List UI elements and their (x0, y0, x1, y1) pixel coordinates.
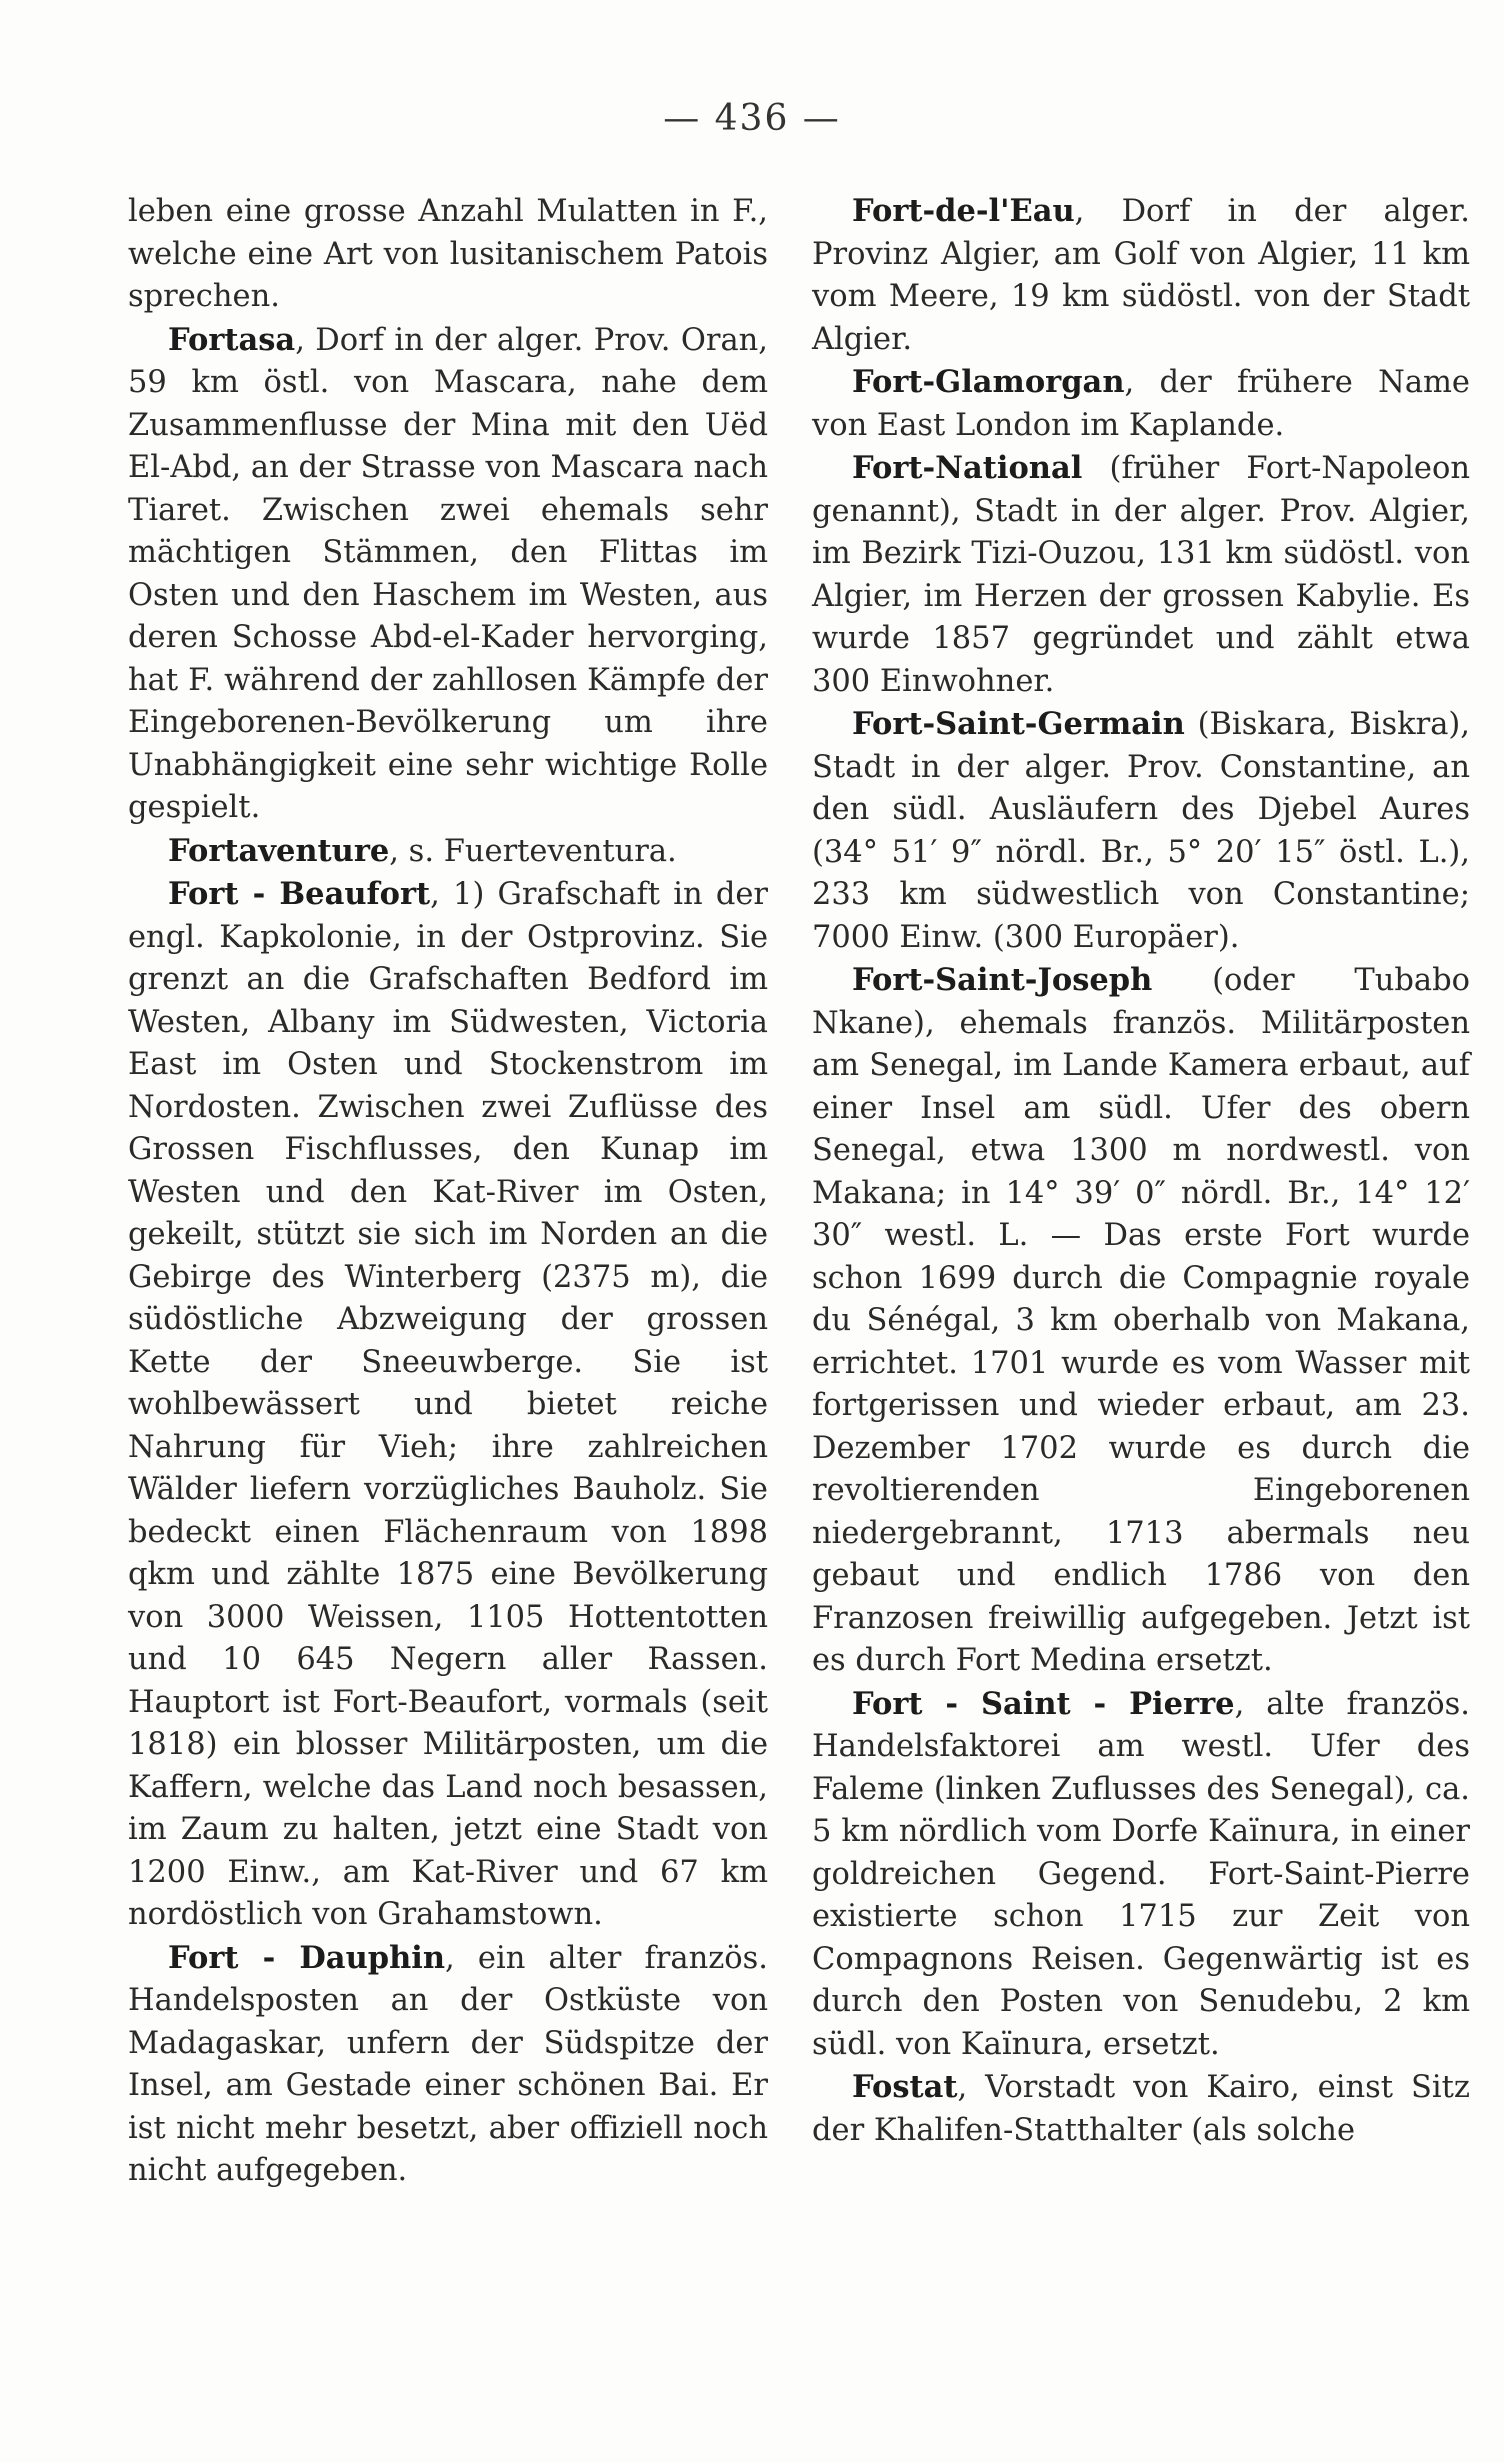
entry-headword: Fort - Beaufort (168, 876, 431, 912)
entry-text: , Dorf in der alger. Provinz Algier, am Golf von Algier, 11 km vom Meere, 19 km südöstl. von der Stadt Algier. (812, 194, 1470, 357)
entry (812, 703, 1470, 959)
entry (812, 447, 1470, 703)
page-number: — 436 — (663, 98, 841, 139)
entry-text: , s. Fuerteventura. (389, 833, 677, 869)
entry-headword: Fort-de-l'Eau (852, 193, 1075, 229)
entry (812, 1683, 1470, 2067)
entry (812, 361, 1470, 447)
entry-headword: Fort - Dauphin (168, 1939, 446, 1976)
entry-headword: Fortaventure (168, 832, 390, 869)
entry-headword: Fostat (852, 2069, 958, 2105)
entry-text: , 1) Grafschaft in der engl. Kapkolonie, in der Ostprovinz. Sie grenzt an die Grafschaften Bedford im Westen, Albany im Südwesten, Victoria East im Osten und Stockenstrom im Nordosten. Zwischen zwei Zuflüsse des Grossen Fischflusses, den Kunap im Westen und den Kat-River im Osten, gekeilt, stützt sie sich im Norden an die Gebirge des Winterberg (2375 m), die südöstliche Abzweigung der grossen Kette der Sneeuwberge. Sie ist wohlbewässert und bietet reiche Nahrung für Vieh; ihre zahlreichen Wälder liefern vorzügliches Bauholz. Sie bedeckt einen Flächenraum von 1898 qkm und zählte 1875 eine Bevölkerung von 3000 Weissen, 1105 Hottentotten und 10 645 Negern aller Rassen. Hauptort ist Fort-Beaufort, vormals (seit 1818) ein blosser Militärposten, um die Kaffern, welche das Land noch besassen, im Zaum zu halten, jetzt eine Stadt von 1200 Einw., am Kat-River und 67 km nordöstlich von Grahamstown. (128, 877, 769, 1932)
left-column (128, 190, 768, 2193)
entry-headword: Fortasa (168, 321, 296, 358)
entry-headword: Fort-Glamorgan (852, 364, 1125, 400)
entry-text: leben eine grosse Anzahl Mulatten in F., welche eine Art von lusitanischem Patois sprechen. (128, 194, 768, 314)
entry-text: (oder Tubabo Nkane), ehemals französ. Militärposten am Senegal, im Lande Kamera erbaut, auf einer Insel am südl. Ufer des obern Senegal, etwa 1300 m nordwestl. von Makana; in 14° 39′ 0″ nördl. Br., 14° 12′ 30″ westl. L. — Das erste Fort wurde schon 1699 durch die Compagnie royale du Sénégal, 3 km oberhalb von Makana, errichtet. 1701 wurde es vom Wasser mit fortgerissen und wieder erbaut, am 23. Dezember 1702 wurde es durch die revoltierenden Eingeborenen niedergebrannt, 1713 abermals neu gebaut und endlich 1786 von den Franzosen freiwillig aufgegeben. Jetzt ist es durch Fort Medina ersetzt. (812, 963, 1470, 1678)
entry (128, 190, 768, 319)
entry-headword: Fort-National (852, 450, 1083, 486)
entry-text: , ein alter französ. Handelsposten an der Ostküste von Madagaskar, unfern der Südspitze der Insel, am Gestade einer schönen Bai. Er ist nicht mehr besetzt, aber offiziell noch nicht aufgegeben. (128, 1940, 768, 2188)
entry (128, 873, 768, 1937)
entry-text: , der frühere Name von East London im Kaplande. (812, 365, 1470, 443)
entry (812, 959, 1470, 1683)
entry-headword: Fort-Saint-Joseph (852, 962, 1153, 998)
entry-text: , alte französ. Handelsfaktorei am westl. Ufer des Faleme (linken Zuflusses des Senegal), ca. 5 km nördlich vom Dorfe Kaïnura, in einer goldreichen Gegend. Fort-Saint-Pierre existierte schon 1715 zur Zeit von Compagnons Reisen. Gegenwärtig ist es durch den Posten von Senudebu, 2 km südl. von Kaïnura, ersetzt. (812, 1686, 1470, 2062)
entry (128, 1937, 768, 2193)
entry (812, 2066, 1470, 2152)
entry (128, 319, 768, 830)
entry-text: (Biskara, Biskra), Stadt in der alger. Prov. Constantine, an den südl. Ausläufern des Djebel Aures (34° 51′ 9″ nördl. Br., 5° 20′ 15″ östl. L.), 233 km südwestlich von Constantine; 7000 Einw. (300 Europäer). (812, 707, 1470, 955)
entry (128, 830, 768, 874)
right-column (812, 190, 1470, 2152)
entry-text: , Dorf in der alger. Prov. Oran, 59 km östl. von Mascara, nahe dem Zusammenflusse der Mina mit den Uëd El-Abd, an der Strasse von Mascara nach Tiaret. Zwischen zwei ehemals sehr mächtigen Stämmen, den Flittas im Osten und den Haschem im Westen, aus deren Schosse Abd-el-Kader hervorging, hat F. während der zahllosen Kämpfe der Eingeborenen-Bevölkerung um ihre Unabhängigkeit eine sehr wichtige Rolle gespielt. (128, 322, 768, 825)
entry-text: (früher Fort-Napoleon genannt), Stadt in der alger. Prov. Algier, im Bezirk Tizi-Ouzou, 131 km südöstl. von Algier, im Herzen der grossen Kabylie. Es wurde 1857 gegründet und zählt etwa 300 Einwohner. (812, 451, 1470, 699)
entry (812, 190, 1470, 361)
entry-headword: Fort-Saint-Germain (852, 706, 1185, 742)
entry-text: , Vorstadt von Kairo, einst Sitz der Khalifen-Statthalter (als solche (812, 2070, 1470, 2148)
entry-headword: Fort - Saint - Pierre (852, 1685, 1235, 1722)
